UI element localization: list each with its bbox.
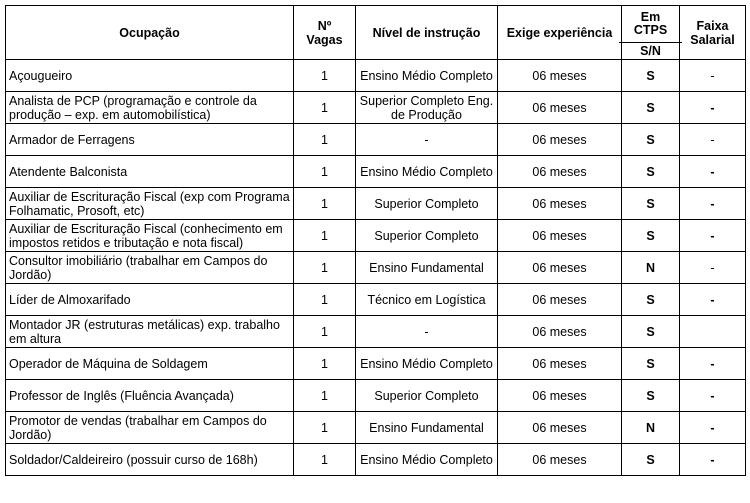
vagas-cell: 1: [294, 252, 356, 284]
nivel-cell: Ensino Médio Completo: [356, 444, 498, 476]
nivel-cell: Superior Completo: [356, 380, 498, 412]
vagas-cell: 1: [294, 284, 356, 316]
experiencia-cell: 06 meses: [498, 124, 622, 156]
experiencia-cell: 06 meses: [498, 252, 622, 284]
ctps-cell: N: [622, 252, 680, 284]
ctps-cell: S: [622, 188, 680, 220]
vagas-cell: 1: [294, 348, 356, 380]
faixa-salarial-cell: -: [680, 284, 746, 316]
ocupacao-cell: Montador JR (estruturas metálicas) exp. trabalho em altura: [6, 316, 294, 348]
vagas-cell: 1: [294, 124, 356, 156]
nivel-cell: Ensino Fundamental: [356, 252, 498, 284]
experiencia-cell: 06 meses: [498, 444, 622, 476]
faixa-salarial-cell: -: [680, 156, 746, 188]
faixa-salarial-cell: -: [680, 380, 746, 412]
nivel-cell: -: [356, 316, 498, 348]
experiencia-cell: 06 meses: [498, 412, 622, 444]
experiencia-cell: 06 meses: [498, 60, 622, 92]
faixa-salarial-cell: -: [680, 220, 746, 252]
faixa-salarial-cell: -: [680, 92, 746, 124]
table-row: [6, 188, 746, 220]
table-row: [6, 156, 746, 188]
faixa-salarial-cell: -: [680, 124, 746, 156]
experiencia-cell: 06 meses: [498, 348, 622, 380]
faixa-salarial-cell: -: [680, 412, 746, 444]
header-vagas: Nº Vagas: [294, 6, 356, 60]
faixa-salarial-cell: [680, 316, 746, 348]
experiencia-cell: 06 meses: [498, 188, 622, 220]
nivel-cell: Superior Completo Eng. de Produção: [356, 92, 498, 124]
job-openings-table: [5, 5, 746, 476]
header-exige-experiencia: Exige experiência: [498, 6, 622, 60]
experiencia-cell: 06 meses: [498, 156, 622, 188]
ctps-cell: S: [622, 444, 680, 476]
experiencia-cell: 06 meses: [498, 316, 622, 348]
table-row: [6, 316, 746, 348]
nivel-cell: Ensino Médio Completo: [356, 156, 498, 188]
ocupacao-cell: Líder de Almoxarifado: [6, 284, 294, 316]
vagas-cell: 1: [294, 444, 356, 476]
table-row: [6, 220, 746, 252]
ocupacao-cell: Auxiliar de Escrituração Fiscal (exp com Programa Folhamatic, Prosoft, etc): [6, 188, 294, 220]
ocupacao-cell: Analista de PCP (programação e controle da produção – exp. em automobilística): [6, 92, 294, 124]
nivel-cell: Ensino Fundamental: [356, 412, 498, 444]
header-nivel: Nível de instrução: [356, 6, 498, 60]
table-row: [6, 124, 746, 156]
ctps-cell: S: [622, 348, 680, 380]
ocupacao-cell: Auxiliar de Escrituração Fiscal (conhecimento em impostos retidos e tributação e nota fiscal): [6, 220, 294, 252]
vagas-cell: 1: [294, 220, 356, 252]
nivel-cell: Superior Completo: [356, 220, 498, 252]
ocupacao-cell: Armador de Ferragens: [6, 124, 294, 156]
table-row: [6, 348, 746, 380]
ocupacao-cell: Promotor de vendas (trabalhar em Campos do Jordão): [6, 412, 294, 444]
nivel-cell: Ensino Médio Completo: [356, 348, 498, 380]
ocupacao-cell: Professor de Inglês (Fluência Avançada): [6, 380, 294, 412]
ctps-cell: S: [622, 124, 680, 156]
experiencia-cell: 06 meses: [498, 380, 622, 412]
ocupacao-cell: Soldador/Caldeireiro (possuir curso de 168h): [6, 444, 294, 476]
faixa-salarial-cell: -: [680, 60, 746, 92]
vagas-cell: 1: [294, 156, 356, 188]
ctps-cell: S: [622, 220, 680, 252]
nivel-cell: Ensino Médio Completo: [356, 60, 498, 92]
vagas-cell: 1: [294, 316, 356, 348]
nivel-cell: -: [356, 124, 498, 156]
vagas-cell: 1: [294, 412, 356, 444]
ocupacao-cell: Operador de Máquina de Soldagem: [6, 348, 294, 380]
nivel-cell: Superior Completo: [356, 188, 498, 220]
header-row: [6, 6, 746, 60]
header-ctps: Em CTPS S/N: [622, 6, 680, 60]
vagas-cell: 1: [294, 92, 356, 124]
ctps-cell: S: [622, 60, 680, 92]
vagas-cell: 1: [294, 188, 356, 220]
table-row: [6, 92, 746, 124]
table-row: [6, 380, 746, 412]
ocupacao-cell: Açougueiro: [6, 60, 294, 92]
header-faixa-salarial: Faixa Salarial: [680, 6, 746, 60]
ctps-cell: S: [622, 156, 680, 188]
table-row: [6, 60, 746, 92]
experiencia-cell: 06 meses: [498, 220, 622, 252]
faixa-salarial-cell: -: [680, 444, 746, 476]
faixa-salarial-cell: -: [680, 348, 746, 380]
ctps-cell: S: [622, 380, 680, 412]
nivel-cell: Técnico em Logística: [356, 284, 498, 316]
table-row: [6, 252, 746, 284]
experiencia-cell: 06 meses: [498, 284, 622, 316]
ctps-cell: S: [622, 284, 680, 316]
header-ocupacao: Ocupação: [6, 6, 294, 60]
ocupacao-cell: Consultor imobiliário (trabalhar em Campos do Jordão): [6, 252, 294, 284]
table-row: [6, 284, 746, 316]
faixa-salarial-cell: -: [680, 188, 746, 220]
experiencia-cell: 06 meses: [498, 92, 622, 124]
vagas-cell: 1: [294, 380, 356, 412]
ctps-cell: N: [622, 412, 680, 444]
ctps-cell: S: [622, 316, 680, 348]
vagas-cell: 1: [294, 60, 356, 92]
faixa-salarial-cell: -: [680, 252, 746, 284]
ocupacao-cell: Atendente Balconista: [6, 156, 294, 188]
table-row: [6, 444, 746, 476]
table-row: [6, 412, 746, 444]
ctps-cell: S: [622, 92, 680, 124]
